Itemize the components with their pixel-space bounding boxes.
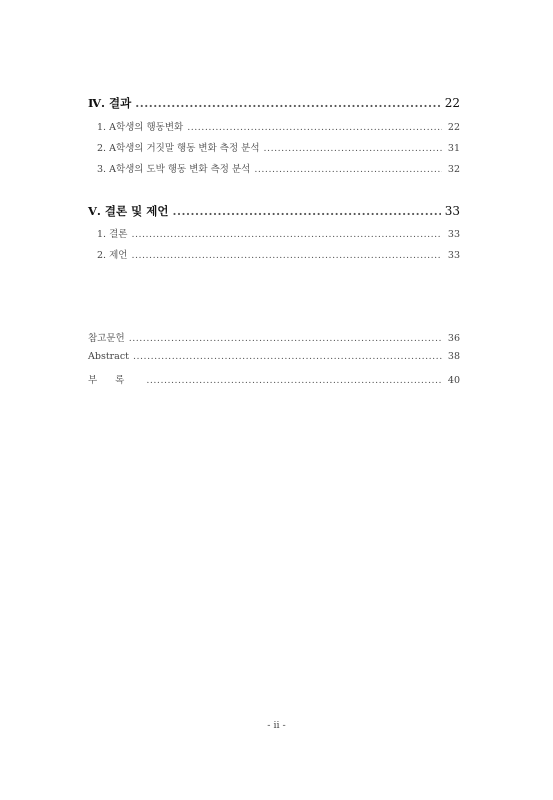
dot-leader [129, 333, 442, 344]
page-number: 22 [444, 96, 460, 110]
page-number: 31 [447, 143, 460, 154]
chapter-title: Ⅴ. 결론 및 제언 [88, 204, 169, 218]
page-number: 36 [447, 333, 460, 344]
back-matter-title: 부록 [88, 375, 143, 386]
toc-chapter-4[interactable] [88, 95, 460, 111]
page-number: 33 [447, 250, 460, 261]
page-number: 33 [447, 229, 460, 240]
toc-section-4-3[interactable] [97, 161, 460, 175]
section-title: 2. 제언 [97, 250, 128, 261]
dot-leader [187, 122, 442, 133]
page-footer: - ii - [267, 720, 286, 731]
page-number: 32 [447, 164, 460, 175]
dot-leader [131, 229, 442, 240]
page-number: 33 [444, 204, 460, 218]
section-title: 3. A학생의 도박 행동 변화 측정 분석 [97, 164, 251, 175]
toc-chapter-5[interactable] [88, 203, 460, 219]
section-title: 2. A학생의 거짓말 행동 변화 측정 분석 [97, 143, 260, 154]
toc-section-4-2[interactable] [97, 140, 460, 154]
dot-leader [264, 143, 442, 154]
dot-leader [133, 351, 442, 362]
toc-references[interactable] [88, 330, 460, 344]
dot-leader [131, 250, 442, 261]
dot-leader [172, 204, 440, 218]
toc-appendix[interactable] [88, 372, 460, 386]
toc-abstract[interactable] [88, 351, 460, 362]
section-title: 1. 결론 [97, 229, 128, 240]
chapter-title: Ⅳ. 결과 [88, 96, 132, 110]
dot-leader [254, 164, 442, 175]
dot-leader [135, 96, 440, 110]
toc-section-5-1[interactable] [97, 226, 460, 240]
page-number: 38 [447, 351, 460, 362]
page-number: 40 [447, 375, 460, 386]
back-matter-title: Abstract [88, 351, 129, 362]
page-number: 22 [447, 122, 460, 133]
toc-section-5-2[interactable] [97, 247, 460, 261]
dot-leader [146, 375, 442, 386]
back-matter-title: 참고문헌 [88, 333, 125, 344]
section-title: 1. A학생의 행동변화 [97, 122, 184, 133]
toc-section-4-1[interactable] [97, 119, 460, 133]
